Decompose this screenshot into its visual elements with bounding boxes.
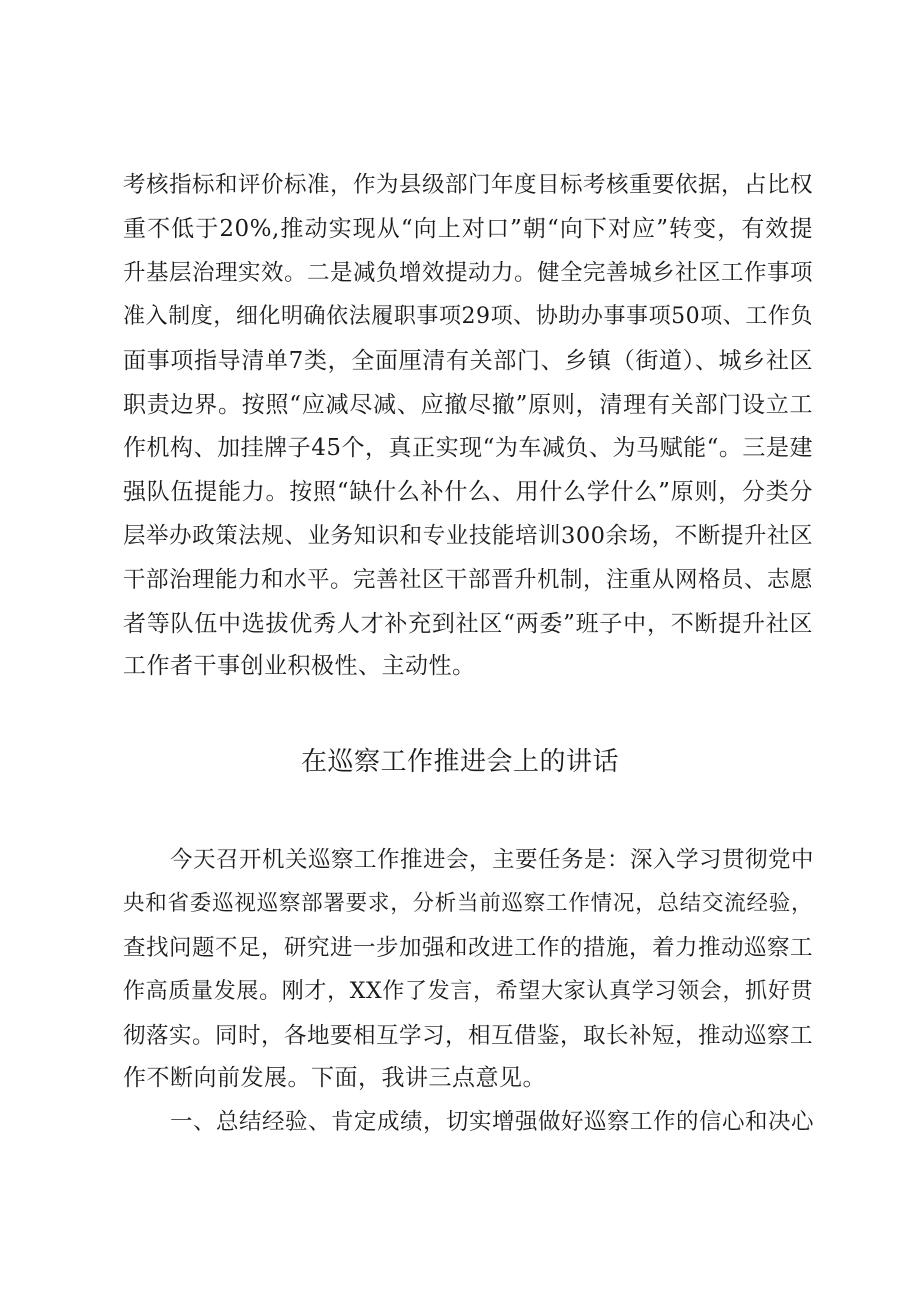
paragraph-line: 者等队伍中选拔优秀人才补充到社区“两委”班子中，不断提升社区 [123,611,813,637]
section-heading: 一、总结经验、肯定成绩，切实增强做好巡察工作的信心和决心 [170,1109,815,1135]
paragraph-line: 工作者干事创业积极性、主动性。 [123,653,476,679]
paragraph-line: 重不低于20%,推动实现从“向上对口”朝“向下对应”转变，有效提 [123,216,813,242]
paragraph-line: 央和省委巡视巡察部署要求，分析当前巡察工作情况，总结交流经验， [123,891,813,916]
paragraph-line: 考核指标和评价标准，作为县级部门年度目标考核重要依据，占比权 [123,172,814,198]
paragraph-line: 强队伍提能力。按照“缺什么补什么、用什么学什么”原则，分类分 [123,479,813,505]
paragraph-line: 作不断向前发展。下面，我讲三点意见。 [123,1065,546,1091]
paragraph-line: 彻落实。同时，各地要相互学习，相互借鉴，取长补短，推动巡察工 [123,1023,814,1049]
paragraph-line: 查找问题不足，研究进一步加强和改进工作的措施，着力推动巡察工 [123,935,814,961]
paragraph-line: 今天召开机关巡察工作推进会，主要任务是：深入学习贯彻党中 [170,847,815,873]
paragraph-line: 升基层治理实效。二是减负增效提动力。健全完善城乡社区工作事项 [123,260,814,286]
paragraph-line: 职责边界。按照“应减尽减、应撤尽撤”原则，清理有关部门设立工 [123,392,813,418]
paragraph-line: 准入制度，细化明确依法履职事项29项、协助办事事项50项、工作负 [123,304,813,329]
paragraph-line: 作机构、加挂牌子45个，真正实现“为车减负、为马赋能“。三是建 [123,435,813,461]
paragraph-line: 作高质量发展。刚才，XX作了发言，希望大家认真学习领会，抓好贯 [123,979,813,1004]
paragraph-line: 层举办政策法规、业务知识和专业技能培训300余场，不断提升社区 [123,523,813,549]
speech-title: 在巡察工作推进会上的讲话 [300,747,619,777]
paragraph-line: 干部治理能力和水平。完善社区干部晋升机制，注重从网格员、志愿 [123,567,814,593]
paragraph-line: 面事项指导清单7类，全面厘清有关部门、乡镇（街道）、城乡社区 [123,348,813,374]
